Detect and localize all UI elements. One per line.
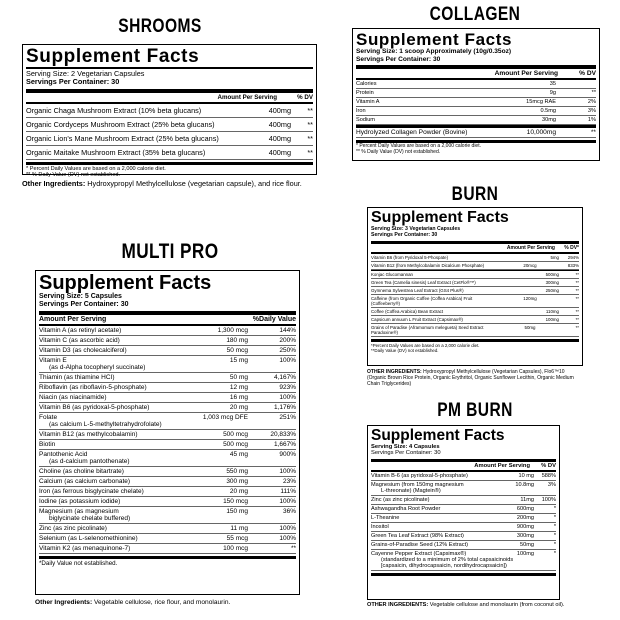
row-dv: 100% bbox=[279, 525, 296, 533]
burn-rows bbox=[371, 254, 579, 337]
row-name: Coffee (Coffea Arabica) Bean Extract bbox=[371, 308, 444, 314]
row-dv: 1,176% bbox=[273, 404, 296, 412]
table-row bbox=[371, 271, 579, 279]
row-amount: 400mg bbox=[268, 105, 291, 115]
table-row bbox=[371, 279, 579, 287]
row-name bbox=[371, 482, 515, 494]
row-name bbox=[39, 451, 230, 465]
table-row bbox=[39, 336, 296, 346]
row-name bbox=[39, 414, 203, 428]
table-row bbox=[39, 524, 296, 534]
row-dv: ** bbox=[307, 105, 313, 115]
row-amount: 15 mg bbox=[229, 357, 248, 365]
footnote: ** % Daily Value (DV) not established. bbox=[26, 172, 121, 179]
other-label: OTHER INGREDIENTS: bbox=[367, 369, 422, 375]
row-amount: 120mg bbox=[523, 295, 537, 301]
servings-per-container: Servings Per Container: 30 bbox=[26, 77, 120, 87]
burn-other-ingredients bbox=[367, 370, 585, 387]
row-amount: 100 mcg bbox=[223, 545, 248, 553]
row-dv: 100% bbox=[279, 535, 296, 543]
row-dv: ** bbox=[575, 287, 579, 293]
shrooms-other-ingredients bbox=[22, 180, 312, 188]
row-amount: 180 mg bbox=[226, 337, 248, 345]
column-header bbox=[26, 94, 313, 101]
pmburn-other-ingredients bbox=[367, 602, 577, 608]
row-amount: 300mg bbox=[516, 532, 534, 539]
serving-size: Serving Size: 4 Capsules bbox=[371, 443, 440, 450]
row-amount: 11mg bbox=[520, 496, 534, 503]
row-name-sub: L-threonate) (Magtein®) bbox=[381, 487, 441, 494]
row-name-main: Magnesium (as magnesium bbox=[39, 508, 119, 516]
table-row bbox=[371, 472, 556, 481]
table-row bbox=[356, 116, 596, 125]
row-name-main: Vitamin B12 (as methylcobalamin) bbox=[39, 431, 138, 439]
shrooms-facts-heading: Supplement Facts bbox=[26, 46, 200, 67]
dv-header: % DV bbox=[297, 93, 313, 101]
row-dv: 923% bbox=[279, 384, 296, 392]
amount-header: Amount Per Serving bbox=[494, 70, 558, 78]
amount-header: Amount Per Serving bbox=[217, 93, 277, 101]
row-name: Caffeine (from Organic Coffee (Coffea Arabica) Fruit (Coffeeberry®) bbox=[371, 295, 473, 306]
serving-size: Serving Size: 3 Vegetarian Capsules bbox=[371, 226, 461, 232]
table-row bbox=[39, 356, 296, 373]
row-name-main: Iodine (as potassium iodide) bbox=[39, 498, 121, 506]
table-row bbox=[39, 403, 296, 413]
row-name: Green Tea (Camelia sinesis) Leaf Extract (CetFlo®™) bbox=[371, 279, 476, 285]
row-amount: 50 mcg bbox=[226, 347, 248, 355]
row-amount: 150 mg bbox=[226, 508, 248, 516]
row-amount: 200mg bbox=[516, 514, 534, 521]
row-amount: 10.8mg bbox=[515, 481, 534, 488]
table-row bbox=[26, 146, 313, 160]
row-amount: 300 mg bbox=[226, 478, 248, 486]
row-name-main: Magnesium (from 150mg magnesium bbox=[371, 481, 464, 488]
row-dv: ** bbox=[575, 279, 579, 285]
collagen-facts-heading: Supplement Facts bbox=[356, 30, 513, 49]
table-row bbox=[356, 80, 596, 89]
row-name-main: Vitamin C (as ascorbic acid) bbox=[39, 337, 120, 345]
row-dv: ** bbox=[575, 316, 579, 322]
table-row bbox=[39, 477, 296, 487]
table-row bbox=[39, 507, 296, 524]
serving-size: Serving Size: 5 Capsules bbox=[39, 293, 122, 300]
dv-header: %Daily Value bbox=[252, 316, 296, 324]
row-name: Organic Chaga Mushroom Extract (10% beta glucans) bbox=[26, 105, 202, 115]
row-amount: 400mg bbox=[268, 119, 291, 129]
table-row bbox=[39, 544, 296, 554]
row-name bbox=[39, 498, 223, 505]
serving-size: Serving Size: 2 Vegetarian Capsules bbox=[26, 69, 145, 78]
row-dv: * bbox=[553, 505, 556, 512]
row-name: Organic Lion's Mane Mushroom Extract (25% beta glucans) bbox=[26, 133, 219, 143]
row-name: Konjac Glucomannan bbox=[371, 271, 413, 277]
row-dv: 100% bbox=[279, 498, 296, 506]
row-name-main: Riboflavin (as riboflavin-5-phosphate) bbox=[39, 384, 147, 392]
row-dv: 250% bbox=[279, 347, 296, 355]
row-name-sub: biglycinate chelate buffered) bbox=[49, 515, 131, 523]
row-amount: 100mg bbox=[545, 316, 559, 322]
row-dv: 251% bbox=[279, 414, 296, 422]
row-dv: 833% bbox=[567, 262, 579, 268]
row-name bbox=[371, 542, 520, 548]
footnote: **Daily Value (DV) not established. bbox=[371, 348, 439, 353]
row-name-main: Vitamin A (as retinyl acetate) bbox=[39, 327, 122, 335]
table-row bbox=[39, 450, 296, 467]
table-row bbox=[39, 393, 296, 403]
row-name bbox=[39, 384, 230, 391]
row-name: Protein bbox=[356, 90, 374, 97]
row-amount: 45 mg bbox=[229, 451, 248, 459]
servings-per-container: Servings Per Container: 30 bbox=[356, 55, 441, 63]
row-name bbox=[39, 535, 227, 542]
row-dv: ** bbox=[575, 324, 579, 330]
other-label: OTHER INGREDIENTS: bbox=[367, 602, 429, 608]
row-dv: ** bbox=[575, 308, 579, 314]
row-name-main: Selenium (as L-selenomethionine) bbox=[39, 535, 138, 543]
row-amount: 5mg bbox=[550, 254, 559, 260]
row-amount: 0.5mg bbox=[540, 108, 556, 115]
row-name: Vitamin B12 (from Methylcobalamin Dicalcium Phosphate) bbox=[371, 262, 485, 268]
row-dv: 100% bbox=[279, 394, 296, 402]
row-name: Capsicum annuum L Fruit Extract (Capsimax®) bbox=[371, 316, 463, 322]
row-name bbox=[39, 431, 223, 438]
row-amount: 20 mg bbox=[229, 488, 248, 496]
row-name-main: Niacin (as niacinamide) bbox=[39, 394, 107, 402]
row-name-main: Vitamin K2 (as menaquinone-7) bbox=[39, 545, 131, 553]
other-text: Hydroxypropyl Methylcellulose (Vegetarian Capsules), Flo6™10 (Organic Brown Rice Protein, Organic Erythritol, Organic Sunflower Lecithin, Organic Medium Chain Triglycerides) bbox=[367, 369, 574, 387]
row-dv: ** bbox=[590, 129, 596, 137]
row-name-main: Calcium (as calcium carbonate) bbox=[39, 478, 131, 486]
table-row bbox=[371, 505, 556, 514]
other-text: Vegetable cellulose and monolaurin (from coconut oil). bbox=[428, 602, 565, 608]
table-row bbox=[39, 373, 296, 383]
row-amount: 600mg bbox=[516, 505, 534, 512]
row-dv: * bbox=[553, 532, 556, 539]
row-name bbox=[39, 525, 230, 532]
column-header bbox=[371, 463, 556, 469]
shrooms-facts-panel bbox=[22, 44, 317, 179]
row-name: Vitamin B6 (from Pyridoxal 5-Phospate) bbox=[371, 254, 449, 260]
row-name bbox=[39, 488, 230, 495]
row-amount: 1,003 mcg DFE bbox=[202, 414, 248, 422]
pmburn-title: PM BURN bbox=[437, 400, 513, 421]
row-amount: 500 mcg bbox=[223, 441, 248, 449]
table-row bbox=[356, 98, 596, 107]
row-amount: 1,300 mcg bbox=[217, 327, 248, 335]
row-amount: 50mg bbox=[524, 324, 536, 330]
servings-per-container: Servings Per Container: 30 bbox=[39, 301, 129, 309]
row-dv: * bbox=[553, 523, 556, 530]
row-name-main: Green Tea Leaf Extract (98% Extract) bbox=[371, 532, 464, 539]
amount-header: Amount Per Serving bbox=[506, 244, 555, 251]
pmburn-facts-panel bbox=[367, 425, 560, 600]
collagen-facts-panel bbox=[352, 28, 600, 161]
row-dv: 2% bbox=[587, 99, 596, 106]
table-row bbox=[371, 324, 579, 337]
table-row bbox=[39, 430, 296, 440]
row-amount: 20 mg bbox=[229, 404, 248, 412]
row-name bbox=[39, 468, 226, 475]
row-name: Hydrolyzed Collagen Powder (Bovine) bbox=[356, 129, 468, 137]
row-name-main: Vitamin D3 (as cholecalciferol) bbox=[39, 347, 127, 355]
row-amount: 500 mcg bbox=[223, 431, 248, 439]
row-name-main: Grains-of-Paradise Seed (12% Extract) bbox=[371, 541, 468, 548]
row-name bbox=[39, 545, 223, 552]
footnote: * Percent Daily Values are based on a 2,000 calorie diet. bbox=[356, 143, 481, 150]
pmburn-facts-heading: Supplement Facts bbox=[371, 427, 505, 444]
collagen-rows bbox=[356, 80, 596, 138]
row-amount: 35 bbox=[549, 81, 556, 88]
row-dv: ** bbox=[575, 295, 579, 301]
table-row bbox=[356, 89, 596, 98]
row-name-main: Pantothenic Acid bbox=[39, 451, 88, 459]
row-name: Sodium bbox=[356, 117, 375, 124]
row-dv: ** bbox=[591, 90, 596, 97]
pmburn-rows bbox=[371, 472, 556, 571]
row-name bbox=[371, 506, 517, 512]
row-name bbox=[371, 551, 517, 569]
row-name bbox=[39, 394, 230, 401]
row-name-sub: (as calcium L-5-methyltetrahydrofolate) bbox=[49, 421, 162, 429]
row-dv: * bbox=[553, 550, 556, 557]
table-row bbox=[39, 383, 296, 393]
table-row bbox=[39, 346, 296, 356]
row-name bbox=[371, 515, 517, 521]
shrooms-title: SHROOMS bbox=[118, 16, 202, 37]
serving-size: Serving Size: 1 scoop Approximately (10g/0.35oz) bbox=[356, 48, 512, 55]
row-name bbox=[39, 508, 226, 522]
servings-per-container: Servings Per Container: 30 bbox=[371, 231, 438, 238]
table-row bbox=[39, 467, 296, 477]
table-row bbox=[371, 496, 556, 505]
table-row bbox=[371, 308, 579, 316]
burn-facts-heading: Supplement Facts bbox=[371, 209, 509, 226]
row-amount: 10,000mg bbox=[526, 129, 556, 137]
table-row bbox=[371, 316, 579, 324]
row-name-main: Vitamin B6 (as pyridoxal-5-phosphate) bbox=[39, 404, 150, 412]
other-label: Other Ingredients: bbox=[35, 599, 93, 606]
row-amount: 400mg bbox=[268, 147, 291, 157]
row-amount: 11 mg bbox=[230, 525, 248, 533]
table-row bbox=[371, 262, 579, 270]
row-dv: 36% bbox=[282, 508, 296, 516]
column-header bbox=[371, 245, 579, 251]
row-dv: 20,833% bbox=[270, 431, 296, 439]
row-dv: ** bbox=[290, 545, 296, 553]
row-name: Calories bbox=[356, 81, 377, 88]
table-row bbox=[26, 132, 313, 146]
row-name-main: Folate bbox=[39, 414, 58, 422]
footnote: ** % Daily Value (DV) not established. bbox=[356, 148, 441, 155]
row-dv: 144% bbox=[279, 327, 296, 335]
row-amount: 50 mg bbox=[229, 374, 248, 382]
row-amount: 110mg bbox=[545, 308, 559, 314]
row-amount: 500mg bbox=[545, 271, 559, 277]
table-row bbox=[26, 104, 313, 118]
row-name-main: Vitamin B-6 (as pyridoxal-5-phosphate) bbox=[371, 472, 468, 479]
row-amount: 55 mcg bbox=[226, 535, 248, 543]
row-amount: 900mg bbox=[516, 523, 534, 530]
row-dv: * bbox=[553, 541, 556, 548]
row-name-main: Vitamin E bbox=[39, 357, 67, 365]
row-dv: 900% bbox=[279, 451, 296, 459]
row-amount: 400mg bbox=[268, 133, 291, 143]
row-name-main: Zinc (as zinc picolinate) bbox=[371, 496, 430, 503]
burn-title: BURN bbox=[451, 184, 499, 205]
row-name-main: Biotin bbox=[39, 441, 56, 449]
column-header bbox=[39, 316, 296, 323]
row-dv: 100% bbox=[541, 496, 556, 503]
row-dv: 588% bbox=[541, 472, 556, 479]
table-row bbox=[39, 534, 296, 544]
other-label: Other Ingredients: bbox=[22, 179, 86, 188]
row-amount: 550 mg bbox=[226, 468, 248, 476]
row-amount: 100mg bbox=[516, 550, 534, 557]
table-row bbox=[39, 487, 296, 497]
table-row bbox=[371, 532, 556, 541]
table-row bbox=[371, 295, 579, 308]
row-name: Organic Cordyceps Mushroom Extract (25% beta glucans) bbox=[26, 119, 215, 129]
row-name-main: Iron (as ferrous bisglycinate chelate) bbox=[39, 488, 144, 496]
row-dv: 100% bbox=[279, 357, 296, 365]
row-amount: 15mcg RAE bbox=[526, 99, 556, 106]
row-amount: 16 mg bbox=[229, 394, 248, 402]
row-name bbox=[371, 533, 517, 539]
row-name bbox=[39, 374, 230, 381]
row-name bbox=[39, 441, 223, 448]
row-name-sub: (as d-calcium pantothenate) bbox=[49, 458, 130, 466]
row-name-main: Cayenne Pepper Extract (Capsimax®) bbox=[371, 550, 467, 557]
row-name-main: L-Theanine bbox=[371, 514, 400, 521]
other-text: Vegetable cellulose, rice flour, and monolaurin. bbox=[92, 599, 231, 606]
column-header bbox=[356, 70, 596, 77]
row-name-main: Inositol bbox=[371, 523, 389, 530]
row-name-sub: (standardized to a minimum of 2% total capsaicinoids [capsaicin, dihydrocapsaicin, nordihydrocapsaicin]) bbox=[381, 556, 514, 569]
row-dv: 294% bbox=[567, 254, 579, 260]
table-row bbox=[371, 550, 556, 571]
multipro-other-ingredients bbox=[35, 599, 325, 607]
table-row bbox=[26, 118, 313, 132]
multipro-facts-panel bbox=[35, 270, 300, 595]
table-row bbox=[356, 107, 596, 116]
footnote: * Percent Daily Values are based on a 2,000 calorie diet. bbox=[26, 165, 166, 172]
row-amount: 30mg bbox=[542, 117, 556, 124]
row-name-main: Zinc (as zinc picolinate) bbox=[39, 525, 107, 533]
table-row bbox=[371, 481, 556, 496]
row-dv: 3% bbox=[547, 481, 556, 488]
multipro-title: MULTI PRO bbox=[121, 240, 219, 263]
row-dv: 23% bbox=[282, 478, 296, 486]
multipro-facts-heading: Supplement Facts bbox=[39, 272, 212, 294]
row-amount: 10 mg bbox=[518, 472, 534, 479]
row-name-main: Ashwagandha Root Powder bbox=[371, 505, 441, 512]
amount-header: Amount Per Serving bbox=[39, 316, 107, 324]
row-name bbox=[371, 497, 520, 503]
row-dv: 1,667% bbox=[273, 441, 296, 449]
collagen-title: COLLAGEN bbox=[429, 4, 521, 25]
row-dv: ** bbox=[575, 271, 579, 277]
table-row bbox=[39, 326, 296, 336]
table-row bbox=[371, 254, 579, 262]
row-name-main: Thiamin (as thiamine HCI) bbox=[39, 374, 115, 382]
row-name bbox=[39, 404, 230, 411]
row-dv: 111% bbox=[280, 488, 296, 496]
row-amount: 20mcg bbox=[523, 262, 537, 268]
dv-header: % DV bbox=[579, 70, 596, 78]
table-row bbox=[39, 413, 296, 430]
multipro-rows bbox=[39, 326, 296, 554]
row-name-sub: (as d-Alpha tocopheryl succinate) bbox=[49, 364, 146, 372]
row-dv: 3% bbox=[587, 108, 596, 115]
table-row bbox=[371, 541, 556, 550]
row-name bbox=[39, 357, 230, 371]
row-name: Organic Maitake Mushroom Extract (35% beta glucans) bbox=[26, 147, 206, 157]
row-name-main: Choline (as choline bitartrate) bbox=[39, 468, 124, 476]
row-name: Grains of Paradise (Aframomum melegueta) Seed Extract Paradoxine®) bbox=[371, 324, 484, 335]
dv-header: % DV bbox=[541, 462, 556, 469]
row-dv: ** bbox=[307, 147, 313, 157]
table-row bbox=[371, 514, 556, 523]
row-name bbox=[371, 524, 517, 530]
table-row bbox=[39, 497, 296, 507]
burn-facts-panel bbox=[367, 207, 583, 366]
table-row bbox=[356, 128, 596, 138]
row-dv: 1% bbox=[587, 117, 596, 124]
row-amount: 12 mg bbox=[229, 384, 248, 392]
row-name bbox=[39, 347, 227, 354]
row-name: Iron bbox=[356, 108, 366, 115]
row-name bbox=[39, 337, 226, 344]
footnote: *Daily Value not established. bbox=[39, 560, 118, 568]
footnote: *Percent Daily Values are based on a 2,000 calorie diet. bbox=[371, 342, 480, 348]
amount-header: Amount Per Serving bbox=[474, 462, 530, 469]
row-dv: ** bbox=[307, 133, 313, 143]
dv-header: % DV* bbox=[564, 244, 579, 251]
table-row bbox=[371, 287, 579, 295]
servings-per-container: Servings Per Container: 30 bbox=[371, 450, 441, 457]
row-dv: 100% bbox=[279, 468, 296, 476]
row-amount: 250mg bbox=[545, 287, 559, 293]
row-amount: 300mg bbox=[545, 279, 559, 285]
row-amount: 50mg bbox=[520, 541, 534, 548]
row-name bbox=[371, 473, 518, 479]
shrooms-rows bbox=[26, 104, 313, 160]
other-text: Hydroxypropyl Methylcellulose (vegetarian capsule), and rice flour. bbox=[85, 179, 302, 188]
row-amount: 150 mcg bbox=[223, 498, 248, 506]
row-dv: ** bbox=[307, 119, 313, 129]
row-dv: * bbox=[553, 514, 556, 521]
row-dv: 200% bbox=[279, 337, 296, 345]
row-name: Vitamin A bbox=[356, 99, 380, 106]
row-amount: 9g bbox=[549, 90, 556, 97]
row-dv: 4,167% bbox=[273, 374, 296, 382]
row-name: Gymnema Sylvestrea Leaf Extract (GS4 Plus®) bbox=[371, 287, 464, 293]
row-name bbox=[39, 478, 226, 485]
table-row bbox=[39, 440, 296, 450]
row-name bbox=[39, 327, 218, 334]
table-row bbox=[371, 523, 556, 532]
